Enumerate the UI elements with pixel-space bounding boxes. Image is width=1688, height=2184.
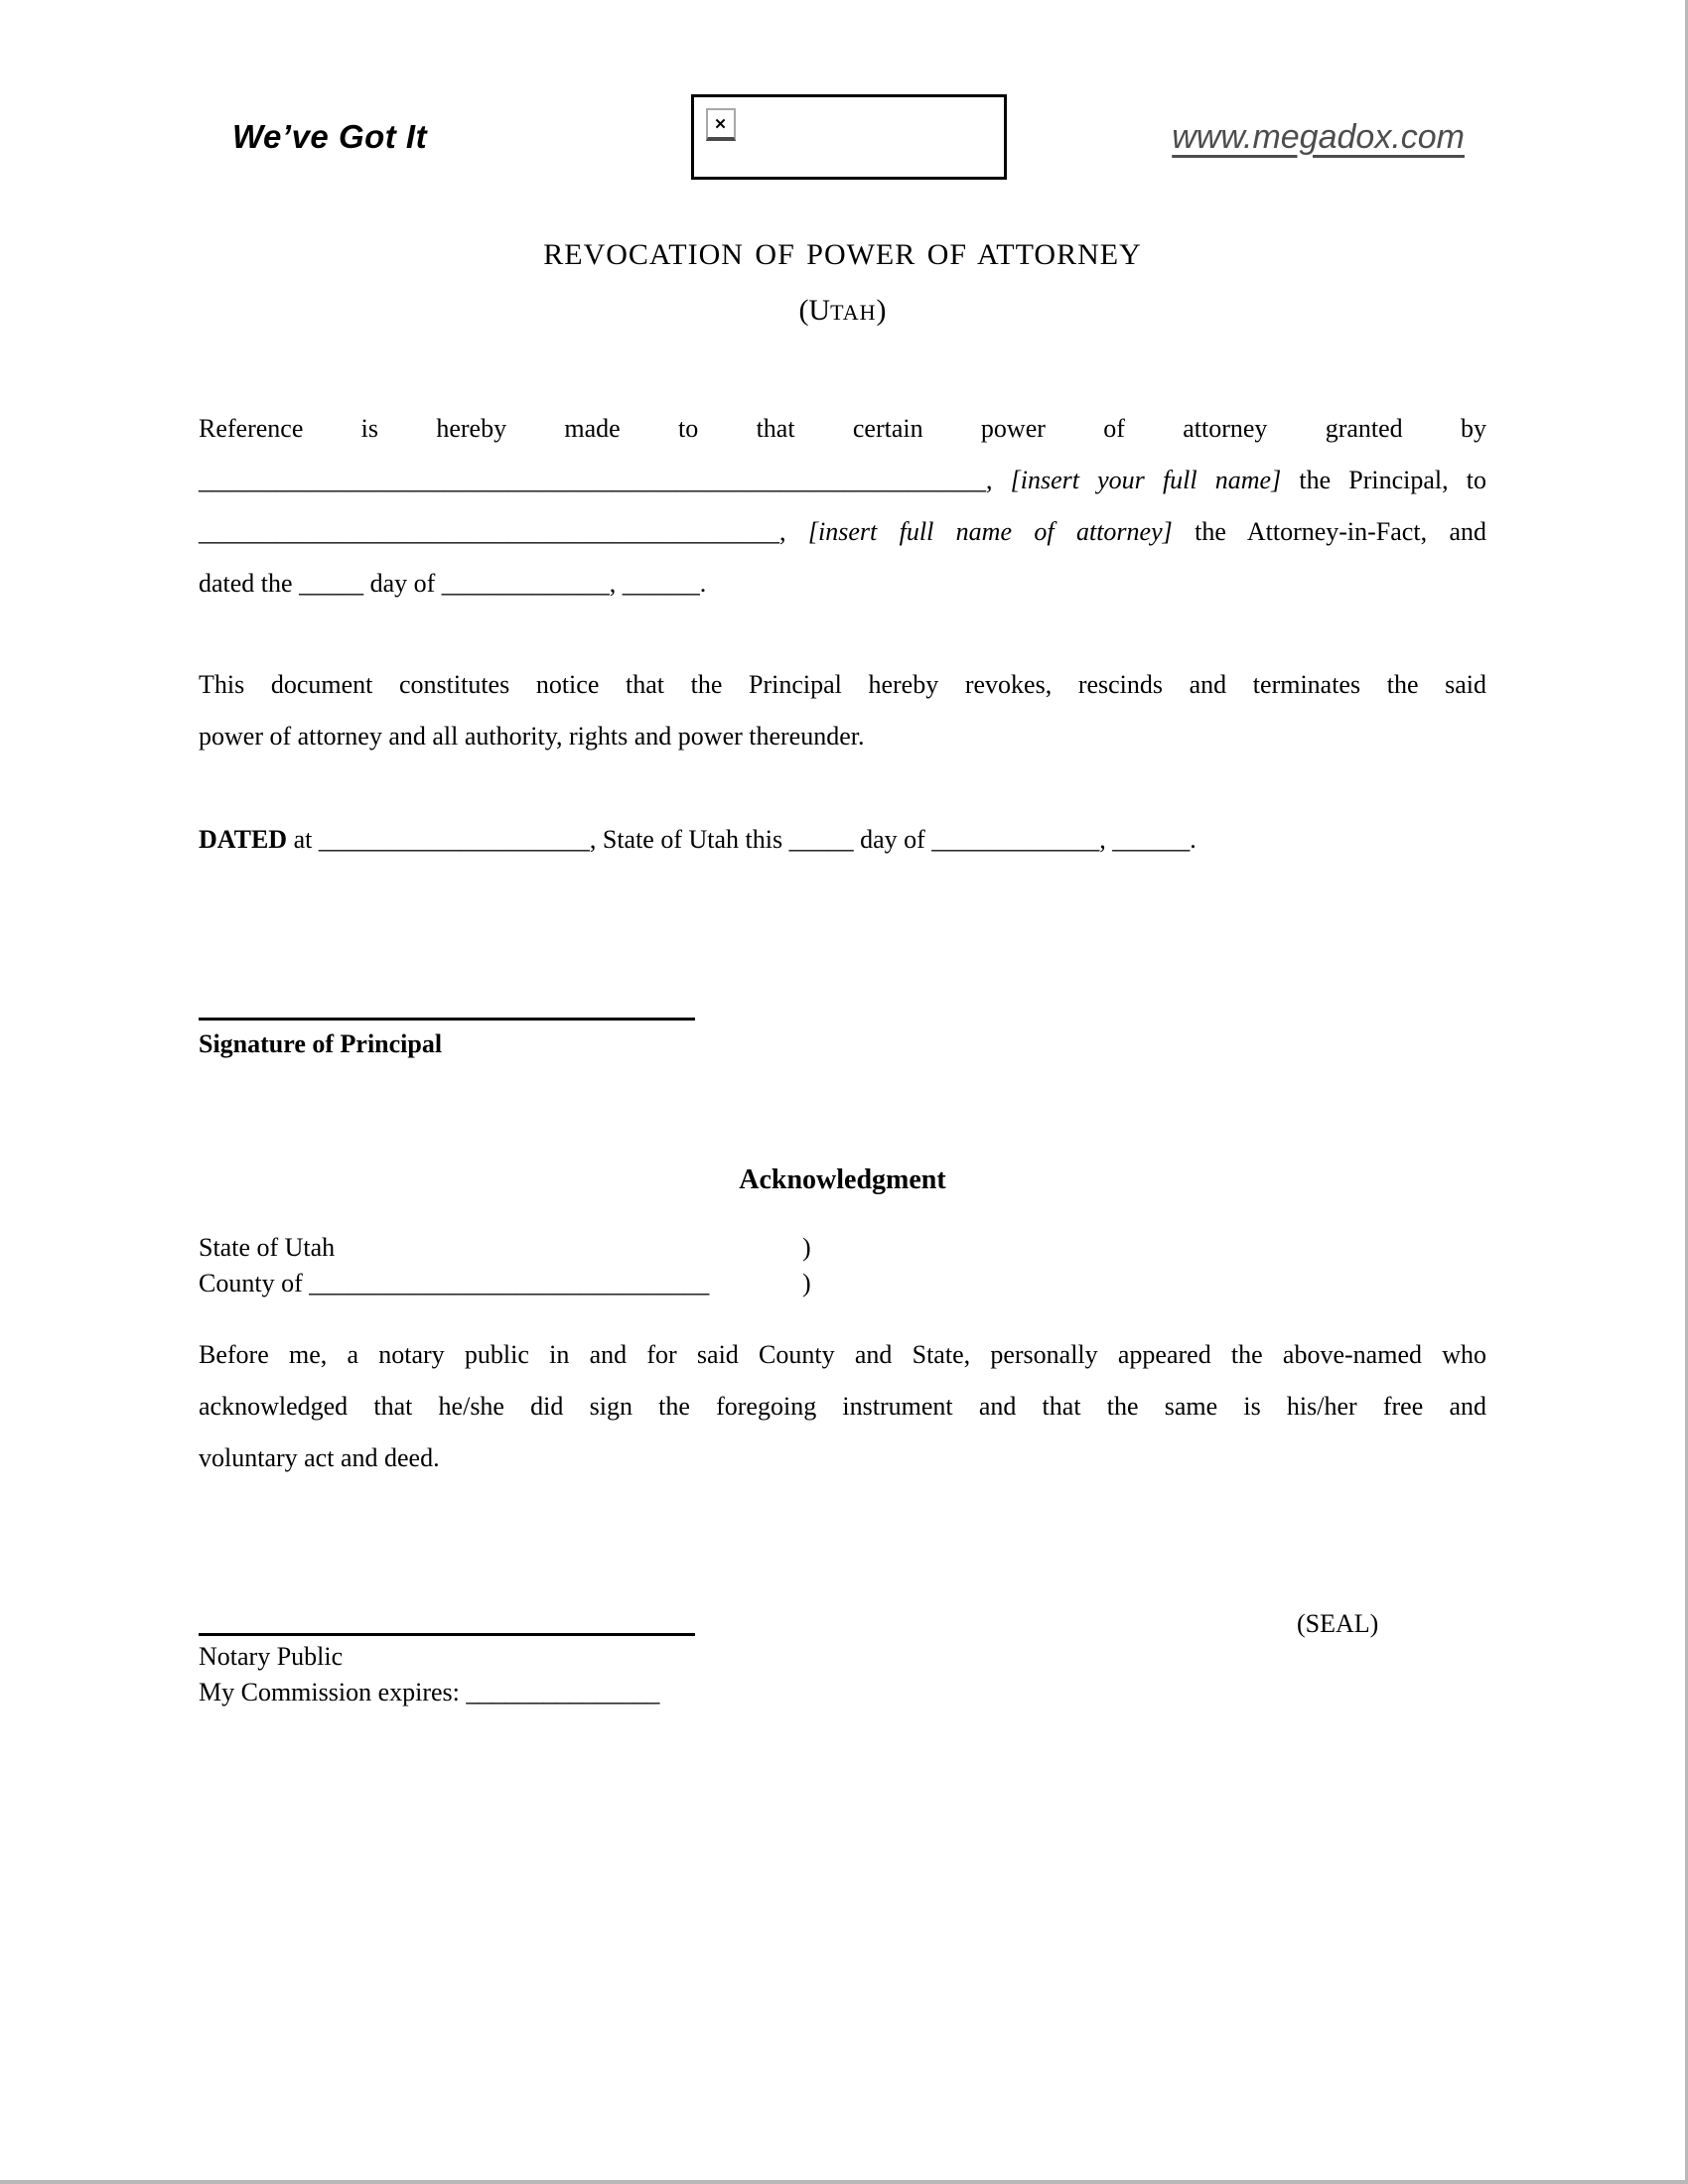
reference-line-3	[199, 506, 1486, 558]
county-label-blank: County of _______________________________	[199, 1269, 710, 1297]
subtitle-smallcaps: TAH	[830, 300, 877, 325]
venue-block	[199, 1230, 1486, 1301]
dated-label: DATED	[199, 825, 288, 854]
notary-statement-paragraph	[199, 1329, 1486, 1484]
dated-line	[199, 814, 1486, 866]
dated-fill: at _____________________, State of Utah this _____ day of _____________, ______.	[287, 825, 1196, 854]
reference-line-4: dated the _____ day of _____________, ______.	[199, 569, 707, 598]
line2-rest: the Principal, to	[1281, 466, 1487, 494]
notary-signature-row	[199, 1609, 1486, 1639]
page-header	[199, 91, 1486, 183]
notary-statement-line-2: acknowledged that he/she did sign the foregoing instrument and that the same is his/her free and	[199, 1392, 1486, 1421]
reference-paragraph	[199, 403, 1486, 610]
document-title: REVOCATION OF POWER OF ATTORNEY	[543, 238, 1142, 271]
reference-line-1: Reference is hereby made to that certain power of attorney granted by	[199, 414, 1486, 443]
line3-separator: ,	[779, 517, 808, 546]
line2-separator: ,	[986, 466, 1011, 494]
notary-block	[199, 1609, 1486, 1710]
broken-image-placeholder	[691, 94, 1007, 180]
subtitle-suffix: )	[876, 294, 887, 327]
document-subtitle	[199, 294, 1486, 328]
revocation-paragraph	[199, 659, 1486, 762]
notary-title: Notary Public	[199, 1642, 344, 1671]
website-link[interactable]: www.megadox.com	[1172, 117, 1465, 156]
revocation-line-1: This document constitutes notice that the Principal hereby revokes, rescinds and terminates the said	[199, 670, 1486, 699]
notary-statement-line-3: voluntary act and deed.	[199, 1443, 440, 1472]
principal-signature-label: Signature of Principal	[199, 1029, 443, 1058]
county-row	[199, 1266, 1486, 1301]
state-row	[199, 1230, 1486, 1266]
state-label: State of Utah	[199, 1233, 336, 1262]
revocation-line-2: power of attorney and all authority, rights and power thereunder.	[199, 722, 865, 751]
state-paren: )	[802, 1233, 811, 1262]
attorney-name-blank: _____________________________________________	[199, 517, 779, 546]
seal-label: (SEAL)	[1297, 1609, 1379, 1638]
line3-rest: the Attorney-in-Fact, and	[1172, 517, 1486, 546]
broken-image-icon: ✕	[706, 108, 736, 141]
brand-tagline: We’ve Got It	[232, 118, 428, 155]
principal-name-blank: _____________________________________________________________	[199, 466, 986, 494]
principal-signature-line	[199, 1018, 695, 1021]
principal-signature-block	[199, 1018, 1486, 1061]
website-link-wrap	[1007, 118, 1487, 157]
principal-name-hint: [insert your full name]	[1010, 466, 1282, 494]
attorney-name-hint: [insert full name of attorney]	[807, 517, 1173, 546]
commission-expiry-line: My Commission expires: _______________	[199, 1678, 660, 1706]
subtitle-prefix: (U	[798, 294, 831, 327]
notary-signature-line	[199, 1633, 695, 1636]
reference-line-2	[199, 455, 1486, 506]
acknowledgment-heading: Acknowledgment	[739, 1164, 946, 1195]
notary-statement-line-1: Before me, a notary public in and for said County and State, personally appeared the above-named who	[199, 1340, 1486, 1369]
county-paren: )	[802, 1269, 811, 1297]
